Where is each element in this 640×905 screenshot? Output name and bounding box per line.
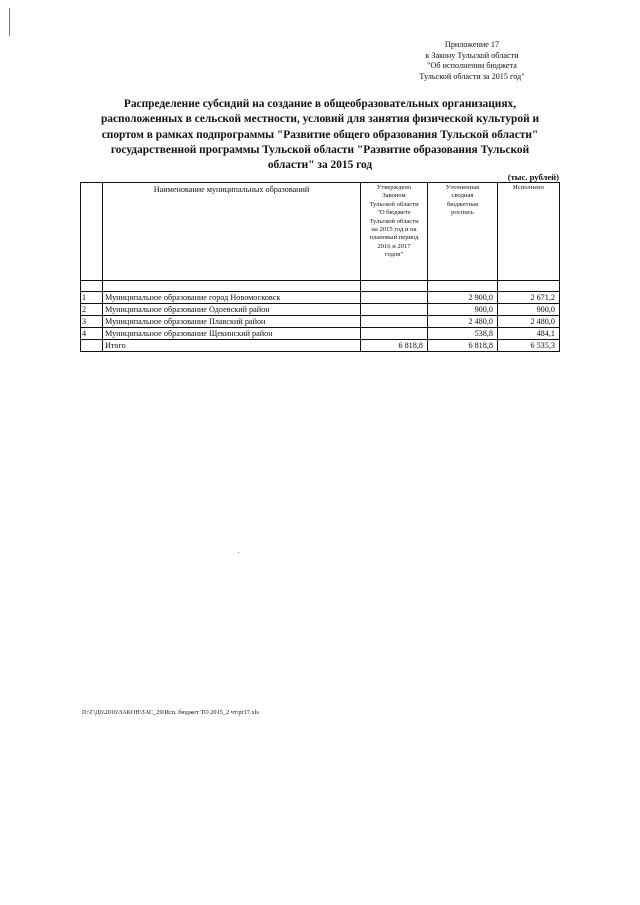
row-index: 2 [81,304,103,316]
spacer-cell [81,281,103,292]
total-revised: 6 818,8 [428,340,498,352]
row-executed: 484,1 [498,328,560,340]
row-revised: 538,8 [428,328,498,340]
row-index: 3 [81,316,103,328]
total-label: Итого [103,340,361,352]
header-approved-line: 2016 и 2017 [377,242,411,250]
header-approved-line: на 2015 год и на [371,226,417,234]
appendix-line: Тульской области за 2015 год" [419,71,525,81]
total-index [81,340,103,352]
header-revised-line: роспись [451,209,474,217]
row-revised: 2 480,0 [428,316,498,328]
header-index [81,183,103,281]
header-executed: Исполнено [498,183,560,281]
row-executed: 900,0 [498,304,560,316]
header-approved-line: Утверждено [376,184,412,191]
row-name: Муниципальное образование Щекинский район [103,328,361,340]
spacer-cell [498,281,560,292]
header-approved-line: Законом [382,192,406,200]
row-revised: 900,0 [428,304,498,316]
table-row [81,316,560,328]
appendix-line: к Закону Тульской области [425,50,519,60]
header-approved-line: годов" [384,251,404,259]
header-approved [361,183,428,281]
row-index: 1 [81,292,103,304]
spacer-cell [361,281,428,292]
header-spacer-row [81,281,560,292]
header-approved-line: "О бюджете [377,209,411,217]
row-approved [361,304,428,316]
document-title [82,97,558,173]
spacer-cell [428,281,498,292]
row-name: Муниципальное образование Одоевский район [103,304,361,316]
total-approved: 6 818,8 [361,340,428,352]
title-line: области" за 2015 год [267,159,373,172]
appendix-line: "Об исполнении бюджета [427,61,517,70]
row-executed: 2 671,2 [498,292,560,304]
header-approved-line: Тульской области [369,200,419,208]
scan-edge-mark [9,8,10,36]
units-label: (тыс. рублей) [507,172,559,182]
title-line: Распределение субсидий на создание в общеобразовательных организациях, [123,98,517,110]
title-line: спортом в рамках подпрограммы "Развитие общего образования Тульской области" [101,128,539,141]
spacer-cell [103,281,361,292]
header-revised [428,183,498,281]
title-line: государственной программы Тульской области "Развитие образования Тульской [110,143,530,156]
table-row [81,304,560,316]
header-revised-line: Уточненная [445,184,480,191]
scan-speck [238,552,239,553]
row-approved [361,316,428,328]
table-row [81,328,560,340]
row-approved [361,328,428,340]
row-name: Муниципальное образование Плавский район [103,316,361,328]
header-revised-line: сводная [451,192,474,200]
row-executed: 2 480,0 [498,316,560,328]
appendix-note [392,40,552,82]
title-line: расположенных в сельской местности, условий для занятия физической культурой и [100,113,540,126]
subsidy-table [80,182,560,352]
header-name: Наименование муниципальных образований [103,183,361,281]
row-approved [361,292,428,304]
appendix-line: Приложение 17 [444,40,500,49]
total-executed: 6 535,3 [498,340,560,352]
row-index: 4 [81,328,103,340]
table-row [81,292,560,304]
total-row [81,340,560,352]
header-approved-line: Тульской области [369,217,419,225]
header-row [81,183,560,281]
header-revised-line: бюджетная [446,200,479,208]
row-revised: 2 900,0 [428,292,498,304]
row-name: Муниципальное образование город Новомосковск [103,292,361,304]
file-path-footer: D:\Г\Д6\2016\ЗАКОН\ЗАС_29\Исп. бюджет ТО 2015_2 чт\pr17.xls [82,709,259,716]
header-approved-line: плановый период [369,234,419,242]
